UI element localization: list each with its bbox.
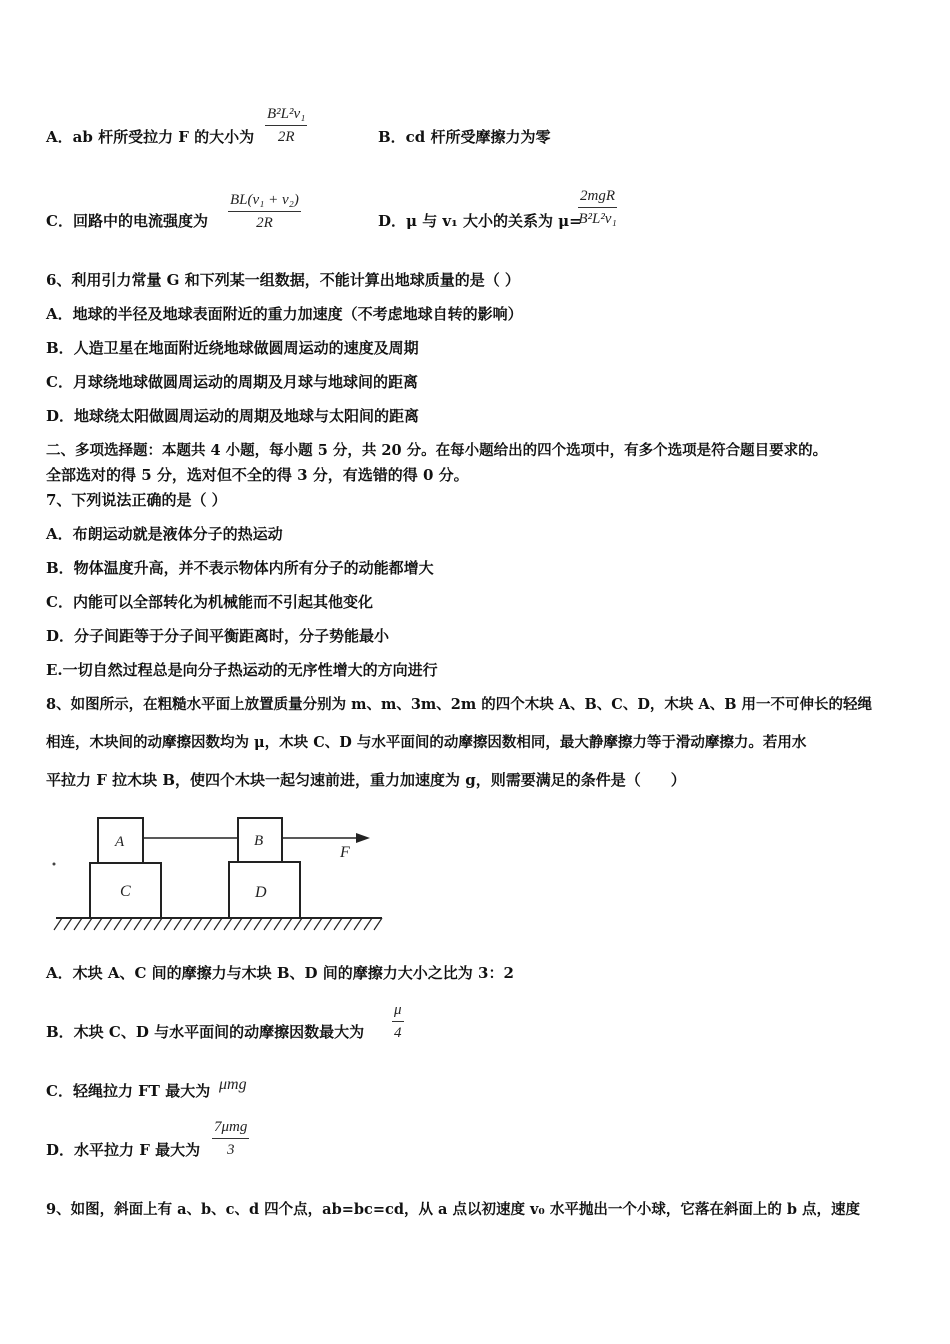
q7-option-a: A．布朗运动就是液体分子的热运动 <box>46 525 283 543</box>
block-b-label: B <box>254 833 264 849</box>
q9-stem-line1: 9、如图，斜面上有 a、b、c、d 四个点，ab=bc=cd，从 a 点以初速度 v₀ 水平抛出一个小球，它落在斜面上的 b 点，速度 <box>46 1201 861 1218</box>
section2-heading-line2: 全部选对的得 5 分，选对但不全的得 3 分，有选错的得 0 分。 <box>46 466 469 484</box>
fraction-denominator: 2R <box>277 129 295 145</box>
block-c-label: C <box>120 883 131 900</box>
fraction-numerator: BL(v₁ + v₂) <box>230 192 299 208</box>
force-label: F <box>340 844 350 861</box>
fraction-numerator: 7μmg <box>214 1119 248 1135</box>
fraction-denominator: 2R <box>256 215 273 231</box>
q8-stem-line1: 8、如图所示，在粗糙水平面上放置质量分别为 m、m、3m、2m 的四个木块 A、B、C、D，木块 A、B 用一不可伸长的轻绳 <box>46 696 873 713</box>
q5-option-a: A．ab 杆所受拉力 F 的大小为 <box>46 128 255 146</box>
q7-option-e: E.一切自然过程总是向分子热运动的无序性增大的方向进行 <box>46 661 438 679</box>
q8-option-c-expression: μmg <box>219 1076 247 1093</box>
fraction-numerator: μ <box>394 1002 402 1018</box>
fraction-numerator: 2mgR <box>580 188 615 204</box>
q8-option-d-fraction <box>212 1117 249 1160</box>
q8-option-b: B．木块 C、D 与水平面间的动摩擦因数最大为 <box>46 1023 365 1041</box>
q8-block-diagram <box>50 808 390 940</box>
q5-option-c: C．回路中的电流强度为 <box>46 212 208 230</box>
force-arrowhead <box>356 833 370 843</box>
fraction-numerator: B²L²v₁ <box>267 106 306 122</box>
q8-option-a: A．木块 A、C 间的摩擦力与木块 B、D 间的摩擦力大小之比为 3：2 <box>46 964 514 982</box>
fraction-denominator: B²L²v₁ <box>578 211 617 227</box>
q5-option-a-fraction <box>265 104 307 147</box>
q8-stem-line2: 相连，木块间的动摩擦因数均为 μ，木块 C、D 与水平面间的动摩擦因数相同，最大静摩擦力等于滑动摩擦力。若用水 <box>46 734 807 751</box>
q8-stem-line3: 平拉力 F 拉木块 B，使四个木块一起匀速前进，重力加速度为 g，则需要满足的条件是（ ） <box>46 771 686 789</box>
q6-stem: 6、利用引力常量 G 和下列某一组数据，不能计算出地球质量的是（ ） <box>46 271 520 289</box>
block-a-label: A <box>115 834 125 850</box>
fraction-denominator: 4 <box>394 1025 402 1041</box>
block-d-label: D <box>255 884 267 901</box>
q6-option-b: B．人造卫星在地面附近绕地球做圆周运动的速度及周期 <box>46 339 419 357</box>
q8-option-b-fraction <box>392 1000 404 1043</box>
q8-option-c: C．轻绳拉力 FT 最大为 <box>46 1082 211 1100</box>
q7-option-b: B．物体温度升高，并不表示物体内所有分子的动能都增大 <box>46 559 434 577</box>
q8-option-d: D．水平拉力 F 最大为 <box>46 1141 201 1159</box>
q7-stem: 7、下列说法正确的是（ ） <box>46 491 227 509</box>
section2-heading-line1: 二、多项选择题：本题共 4 小题，每小题 5 分，共 20 分。在每小题给出的四个选项中，有多个选项是符合题目要求的。 <box>46 442 828 459</box>
q5-option-d: D．μ 与 v₁ 大小的关系为 μ= <box>378 212 582 230</box>
q6-option-c: C．月球绕地球做圆周运动的周期及月球与地球间的距离 <box>46 373 418 391</box>
fraction-denominator: 3 <box>226 1142 235 1158</box>
q6-option-a: A．地球的半径及地球表面附近的重力加速度（不考虑地球自转的影响） <box>46 305 523 323</box>
q5-option-d-fraction <box>578 186 617 229</box>
q6-option-d: D．地球绕太阳做圆周运动的周期及地球与太阳间的距离 <box>46 407 420 425</box>
q5-option-c-fraction <box>228 190 301 233</box>
q5-option-b: B．cd 杆所受摩擦力为零 <box>378 128 551 146</box>
q7-option-d: D．分子间距等于分子间平衡距离时，分子势能最小 <box>46 627 390 645</box>
q7-option-c: C．内能可以全部转化为机械能而不引起其他变化 <box>46 593 373 611</box>
ground-hatching <box>54 918 382 930</box>
